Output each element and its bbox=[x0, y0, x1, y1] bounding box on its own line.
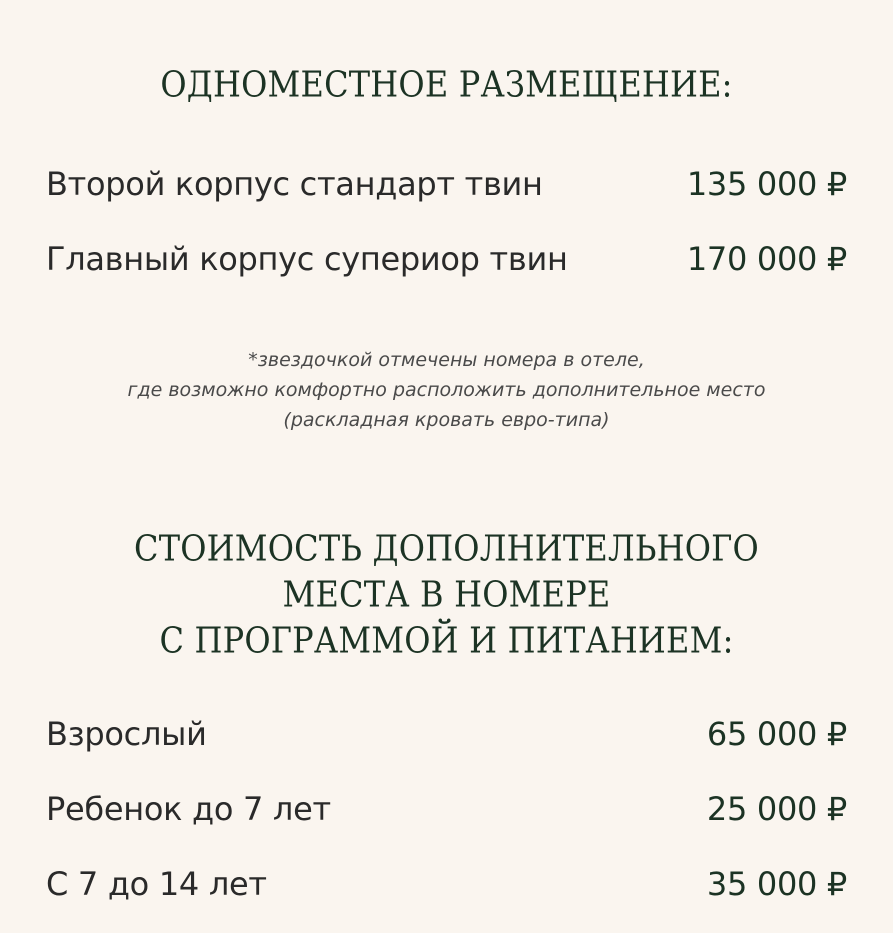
guest-price: 25 000 ₽ bbox=[706, 790, 847, 828]
room-label: Второй корпус стандарт твин bbox=[46, 165, 543, 203]
guest-price: 35 000 ₽ bbox=[706, 865, 847, 903]
extra-bed-heading bbox=[0, 526, 893, 664]
footnote-line: где возможно комфортно расположить дополнительное место bbox=[127, 379, 766, 401]
price-row-child-7-to-14 bbox=[46, 864, 847, 904]
guest-label: Ребенок до 7 лет bbox=[46, 790, 331, 828]
price-row-adult bbox=[46, 714, 847, 754]
footnote bbox=[0, 345, 893, 435]
footnote-line: *звездочкой отмечены номера в отеле, bbox=[248, 349, 645, 371]
footnote-line: (раскладная кровать евро-типа) bbox=[283, 409, 610, 431]
guest-price: 65 000 ₽ bbox=[706, 715, 847, 753]
extra-bed-title-line: СТОИМОСТЬ ДОПОЛНИТЕЛЬНОГО bbox=[134, 527, 759, 570]
single-occupancy-heading bbox=[0, 62, 893, 108]
guest-label: Взрослый bbox=[46, 715, 207, 753]
price-row-second-building-standard-twin bbox=[46, 164, 847, 204]
single-occupancy-title: ОДНОМЕСТНОЕ РАЗМЕЩЕНИЕ: bbox=[160, 63, 733, 106]
guest-label: С 7 до 14 лет bbox=[46, 865, 267, 903]
price-row-child-under-7 bbox=[46, 789, 847, 829]
room-price: 135 000 ₽ bbox=[686, 165, 847, 203]
room-price: 170 000 ₽ bbox=[686, 240, 847, 278]
room-label: Главный корпус супериор твин bbox=[46, 240, 568, 278]
extra-bed-title-line: МЕСТА В НОМЕРЕ bbox=[282, 573, 611, 616]
price-row-main-building-superior-twin bbox=[46, 239, 847, 279]
extra-bed-title-line: С ПРОГРАММОЙ И ПИТАНИЕМ: bbox=[159, 618, 734, 662]
